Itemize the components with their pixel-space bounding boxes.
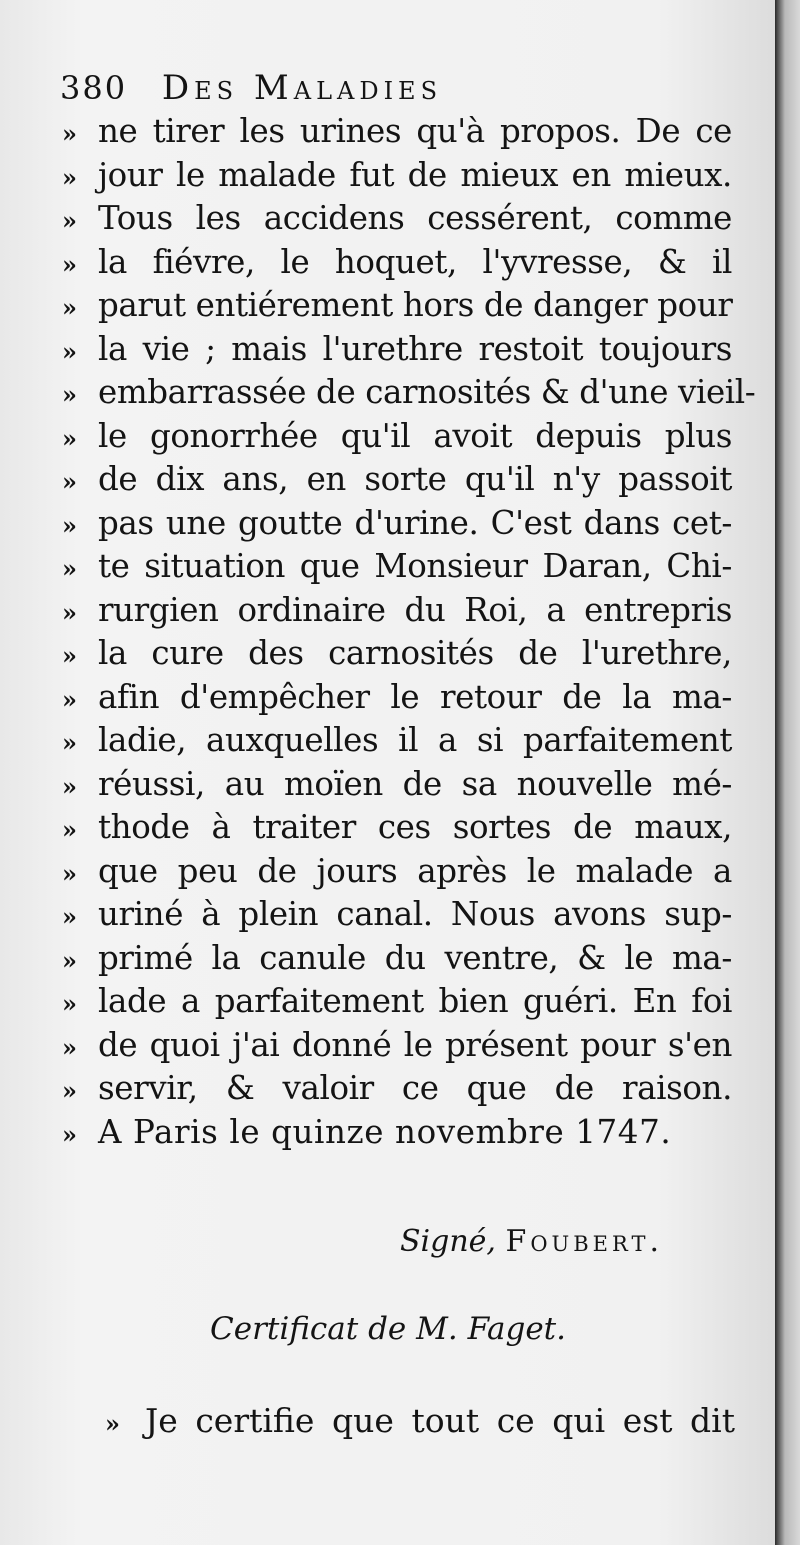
signature-name: Foubert. bbox=[505, 1224, 663, 1259]
quote-mark: » bbox=[62, 728, 77, 757]
page-edge-shadow bbox=[775, 0, 800, 1545]
page-number: 380 bbox=[60, 69, 128, 107]
text-line: » réussi, au moïen de sa nouvelle mé- bbox=[62, 763, 732, 807]
quote-mark: » bbox=[62, 597, 77, 627]
quote-mark: » bbox=[62, 206, 77, 235]
section-heading: Certificat de M. Faget. bbox=[210, 1311, 566, 1347]
quote-mark: » bbox=[62, 554, 77, 583]
signature bbox=[400, 1220, 730, 1264]
text-line: » le gonorrhée qu'il avoit depuis plus bbox=[62, 415, 732, 459]
text-line: » afin d'empêcher le retour de la ma- bbox=[62, 676, 732, 720]
quote-mark: » bbox=[62, 467, 77, 496]
quote-mark: » bbox=[62, 815, 77, 844]
running-head: Des Maladies bbox=[161, 68, 443, 108]
text-line: » te situation que Monsieur Daran, Chi- bbox=[62, 545, 732, 589]
quote-mark: » bbox=[62, 1032, 77, 1062]
text-line: » jour le malade fut de mieux en mieux. bbox=[62, 154, 732, 198]
text-line: » de dix ans, en sorte qu'il n'y passoit bbox=[62, 458, 732, 502]
quote-mark: » bbox=[105, 1409, 120, 1438]
text-line: » Tous les accidens cessérent, comme bbox=[62, 197, 732, 241]
final-text-line bbox=[105, 1398, 735, 1444]
quote-mark: » bbox=[62, 423, 77, 453]
text-line: » ladie, auxquelles il a si parfaitement bbox=[62, 719, 732, 763]
signature-label: Signé, bbox=[400, 1224, 496, 1259]
page-header bbox=[60, 66, 600, 110]
quote-mark: » bbox=[62, 641, 77, 670]
quote-mark: » bbox=[62, 858, 77, 888]
quote-mark: » bbox=[62, 1119, 77, 1149]
text-line: » primé la canule du ventre, & le ma- bbox=[62, 937, 732, 981]
text-line: » parut entiérement hors de danger pour bbox=[62, 284, 732, 328]
text-line: » rurgien ordinaire du Roi, a entrepris bbox=[62, 589, 732, 633]
quote-mark: » bbox=[62, 902, 77, 931]
quote-mark: » bbox=[62, 162, 77, 192]
quote-mark: » bbox=[62, 293, 77, 322]
quote-mark: » bbox=[62, 945, 77, 975]
quote-mark: » bbox=[62, 249, 77, 279]
quote-mark: » bbox=[62, 336, 77, 366]
quote-mark: » bbox=[62, 510, 77, 540]
text-line: » la vie ; mais l'urethre restoit toujours bbox=[62, 328, 732, 372]
text-line: » ne tirer les urines qu'à propos. De ce bbox=[62, 110, 732, 154]
text-line: » embarrassée de carnosités & d'une vieil- bbox=[62, 371, 732, 415]
text-line: » la fiévre, le hoquet, l'yvresse, & il bbox=[62, 241, 732, 285]
quote-mark: » bbox=[62, 989, 77, 1018]
quote-mark: » bbox=[62, 119, 77, 148]
text-line: » thode à traiter ces sortes de maux, bbox=[62, 806, 732, 850]
text-line: » que peu de jours après le malade a bbox=[62, 850, 732, 894]
text-line: » lade a parfaitement bien guéri. En foi bbox=[62, 980, 732, 1024]
quote-mark: » bbox=[62, 771, 77, 801]
quote-mark: » bbox=[62, 684, 77, 714]
text-line: » servir, & valoir ce que de raison. bbox=[62, 1067, 732, 1111]
body-text bbox=[62, 110, 756, 1154]
text-line: » pas une goutte d'urine. C'est dans cet- bbox=[62, 502, 732, 546]
final-line-text: Je certifie que tout ce qui est dit bbox=[145, 1401, 735, 1440]
text-line: » A Paris le quinze novembre 1747. bbox=[62, 1111, 732, 1155]
text-line: » de quoi j'ai donné le présent pour s'en bbox=[62, 1024, 732, 1068]
quote-mark: » bbox=[62, 380, 77, 409]
quote-mark: » bbox=[62, 1076, 77, 1105]
text-line: » la cure des carnosités de l'urethre, bbox=[62, 632, 732, 676]
text-line: » uriné à plein canal. Nous avons sup- bbox=[62, 893, 732, 937]
